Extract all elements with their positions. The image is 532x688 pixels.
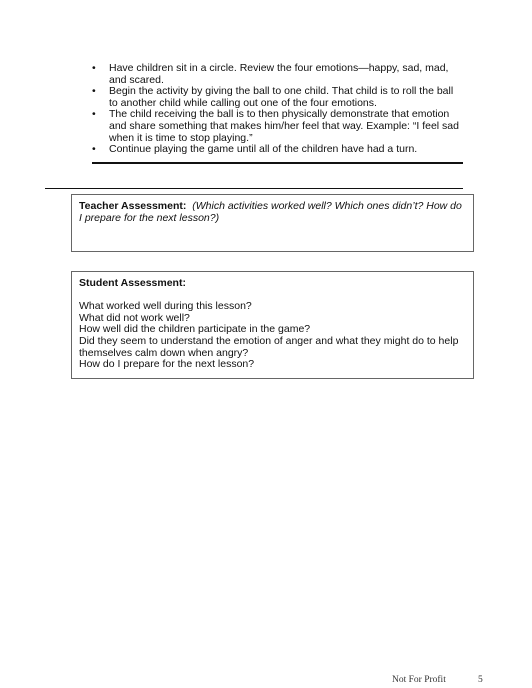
assessment-question: How do I prepare for the next lesson? [79, 358, 255, 371]
teacher-assessment-label: Teacher Assessment: [79, 200, 187, 212]
list-item: • Begin the activity by giving the ball to one child. That child is to roll the ball to another child while calling out one of the four emotions. [92, 86, 464, 109]
page-divider [45, 188, 463, 189]
assessment-question: How well did the children participate in the game? [79, 323, 311, 336]
activity-steps-list [92, 63, 464, 156]
assessment-question: What worked well during this lesson? [79, 300, 252, 313]
list-item: • Have children sit in a circle. Review the four emotions—happy, sad, mad, and scared. [92, 63, 464, 86]
assessment-question: Did they seem to understand the emotion of anger and what they might do to help themselves calm down when angry? [79, 334, 459, 359]
page-number: 5 [478, 675, 483, 685]
teacher-assessment-box [71, 194, 474, 252]
teacher-assessment-prompt: (Which activities worked well? Which ones didn’t? How do I prepare for the next lesson?) [79, 200, 462, 224]
list-item: • Continue playing the game until all of the children have had a turn. [92, 144, 464, 156]
student-assessment-box [71, 271, 474, 379]
section-divider [92, 162, 463, 164]
footer-text: Not For Profit [392, 675, 446, 685]
student-assessment-label: Student Assessment: [79, 277, 186, 289]
list-item: • The child receiving the ball is to then physically demonstrate that emotion and share something that makes him/her feel that way. Example: “I feel sad when it is time to stop playing.” [92, 109, 464, 144]
assessment-question: What did not work well? [79, 311, 190, 324]
